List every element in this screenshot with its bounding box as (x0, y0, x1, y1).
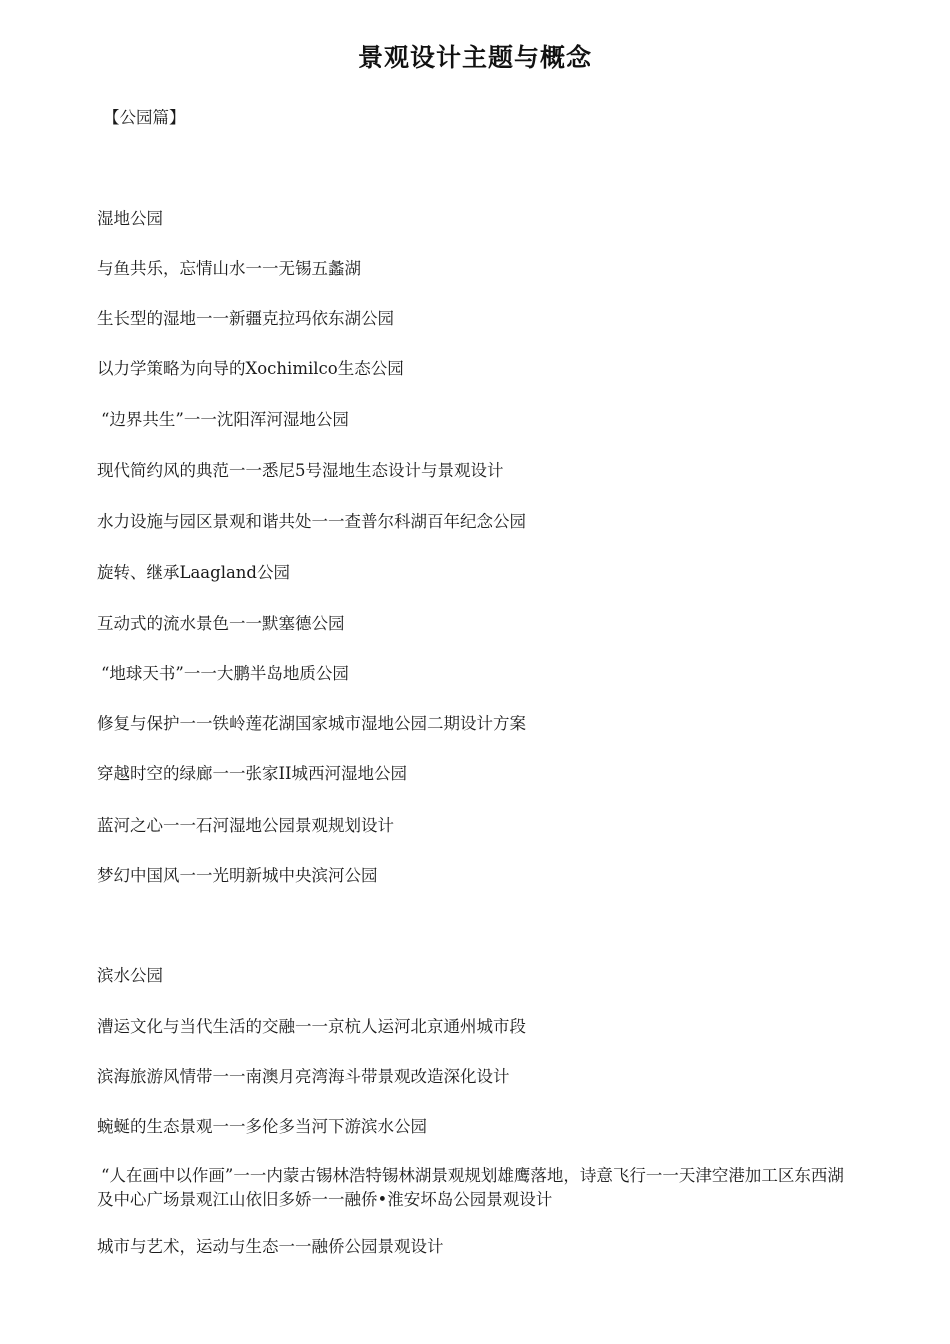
list-item: 滨海旅游风情带一一南澳月亮湾海斗带景观改造深化设计 (97, 1067, 510, 1086)
list-item: 修复与保护一一铁岭莲花湖国家城市湿地公园二期设计方案 (97, 714, 526, 733)
section-heading-park: 【公园篇】 (103, 108, 186, 127)
list-item: “人在画中以作画”一一内蒙古锡林浩特锡林湖景观规划雄鹰落地，诗意飞行一一天津空港加工区东西湖及中心广场景观江山依旧多娇一一融侨•淮安坏岛公园景观设计 (97, 1166, 844, 1209)
list-item: “边界共生”一一沈阳浑河湿地公园 (101, 410, 349, 429)
list-item: 穿越时空的绿廊一一张家II城西河湿地公园 (97, 764, 408, 783)
list-item: 蓝河之心一一石河湿地公园景观规划设计 (97, 816, 394, 835)
list-item: “地球天书”一一大鹏半岛地质公园 (101, 664, 349, 683)
list-item: 与鱼共乐，忘情山水一一无锡五蠡湖 (97, 259, 361, 278)
list-item: 互动式的流水景色一一默塞德公园 (97, 614, 345, 633)
document-title: 景观设计主题与概念 (357, 43, 592, 72)
list-item: 旋转、继承Laagland公园 (97, 563, 290, 582)
list-item: 梦幻中国风一一光明新城中央滨河公园 (97, 866, 378, 885)
list-item: 水力设施与园区景观和谐共处一一查普尔科湖百年纪念公园 (97, 512, 526, 531)
category-heading-waterfront: 滨水公园 (97, 966, 163, 985)
category-heading-wetland: 湿地公园 (97, 209, 163, 228)
list-item: 城市与艺术，运动与生态一一融侨公园景观设计 (97, 1237, 444, 1256)
list-item: 漕运文化与当代生活的交融一一京杭人运河北京通州城市段 (97, 1017, 526, 1036)
list-item: 以力学策略为向导的Xochimilco生态公园 (97, 359, 404, 378)
list-item: 生长型的湿地一一新疆克拉玛依东湖公园 (97, 309, 394, 328)
list-item: 现代简约风的典范一一悉尼5号湿地生态设计与景观设计 (97, 461, 504, 480)
list-item: 蜿蜒的生态景观一一多伦多当河下游滨水公园 (97, 1117, 427, 1136)
